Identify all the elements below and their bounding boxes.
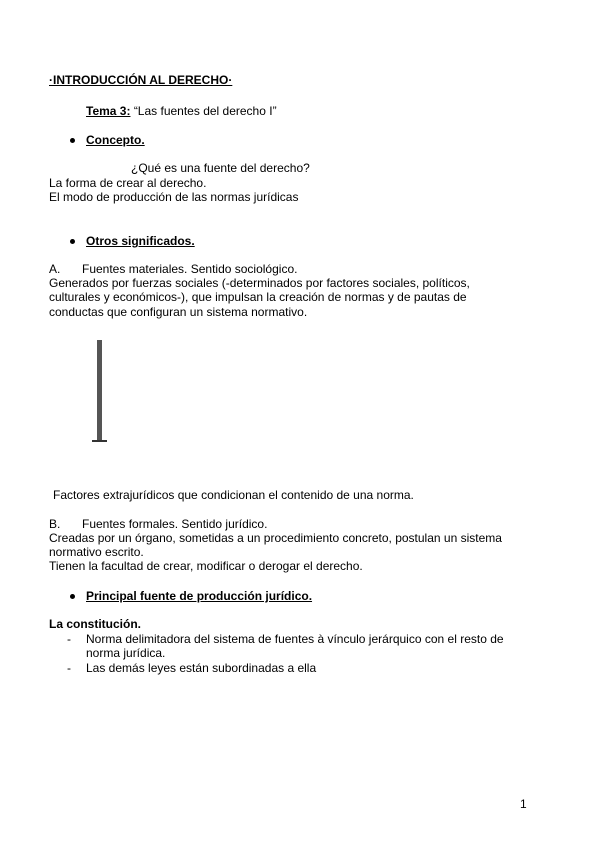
concepto-heading: Concepto. <box>86 133 145 147</box>
page-number: 1 <box>520 797 527 811</box>
constitucion-item: Norma delimitadora del sistema de fuentes à vínculo jerárquico con el resto de <box>86 632 504 646</box>
constitucion-item: Las demás leyes están subordinadas a ella <box>86 661 317 675</box>
fuentes-formales-line: normativo escrito. <box>49 545 144 559</box>
factores-text: Factores extrajurídicos que condicionan el contenido de una norma. <box>53 488 414 502</box>
bullet-icon <box>70 239 75 244</box>
otros-heading: Otros significados. <box>86 234 195 248</box>
list-marker-b: B. <box>49 517 61 531</box>
fuentes-formales-line: Creadas por un órgano, sometidas a un procedimiento concreto, postulan un sistema <box>49 531 502 545</box>
constitucion-item-continued: norma jurídica. <box>86 646 166 660</box>
concepto-line: El modo de producción de las normas jurídicas <box>49 190 299 204</box>
vertical-bar-base <box>92 440 107 442</box>
list-marker-a: A. <box>49 262 61 276</box>
vertical-bar-graphic <box>97 340 102 440</box>
concepto-line: La forma de crear al derecho. <box>49 176 207 190</box>
principal-heading: Principal fuente de producción jurídico. <box>86 589 313 603</box>
dash-icon: - <box>67 661 71 675</box>
fuentes-formales-title: Fuentes formales. Sentido jurídico. <box>82 517 268 531</box>
topic-line <box>86 104 277 119</box>
fuentes-materiales-line: conductas que configuran un sistema normativo. <box>49 305 308 319</box>
bullet-icon <box>70 594 75 599</box>
document-title: ·INTRODUCCIÓN AL DERECHO· <box>49 73 233 87</box>
fuentes-materiales-line: Generados por fuerzas sociales (-determinados por factores sociales, políticos, <box>49 276 470 290</box>
topic-label: Tema 3: <box>86 104 131 118</box>
fuentes-materiales-title: Fuentes materiales. Sentido sociológico. <box>82 262 298 276</box>
fuentes-materiales-line: culturales y económicos-), que impulsan la creación de normas y de pautas de <box>49 290 467 304</box>
bullet-icon <box>70 138 75 143</box>
concepto-question: ¿Qué es una fuente del derecho? <box>131 161 310 175</box>
dash-icon: - <box>67 632 71 646</box>
constitucion-heading: La constitución. <box>49 617 142 631</box>
topic-text: “Las fuentes del derecho I” <box>133 104 277 118</box>
fuentes-formales-line: Tienen la facultad de crear, modificar o derogar el derecho. <box>49 559 363 573</box>
